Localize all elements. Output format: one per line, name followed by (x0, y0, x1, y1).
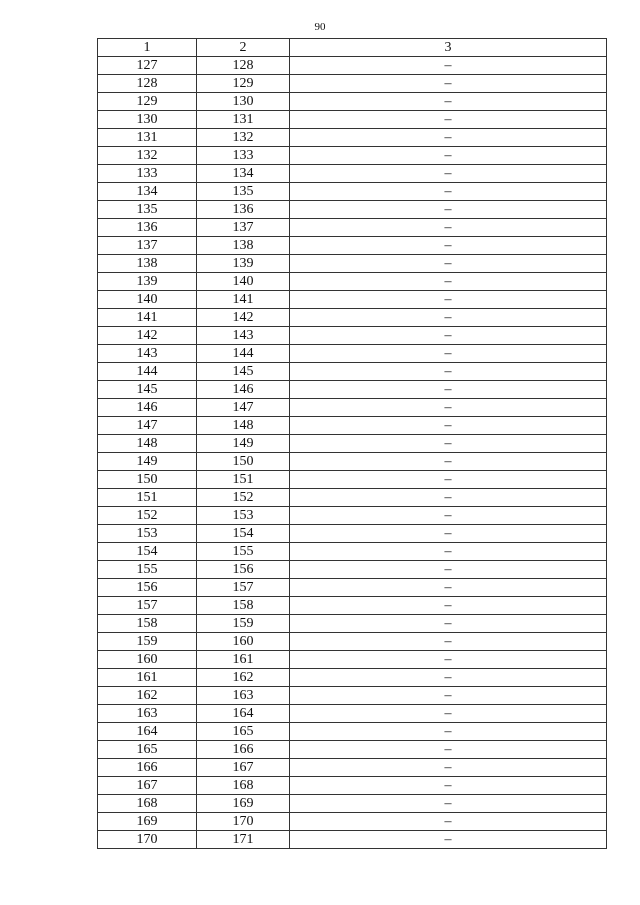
table-cell-col-3: – (290, 237, 607, 255)
table-cell-col-1: 167 (98, 777, 197, 795)
table-cell-col-2: 152 (197, 489, 290, 507)
table-cell-col-2: 154 (197, 525, 290, 543)
page-number: 90 (314, 21, 326, 33)
table-cell-col-1: 160 (98, 651, 197, 669)
table-cell-col-2: 171 (197, 831, 290, 849)
table-cell-col-1: 145 (98, 381, 197, 399)
table-cell-col-1: 127 (98, 57, 197, 75)
table-cell-col-1: 139 (98, 273, 197, 291)
table-row (98, 129, 607, 147)
table-cell-col-1: 169 (98, 813, 197, 831)
table-row (98, 759, 607, 777)
table-cell-col-1: 148 (98, 435, 197, 453)
table-row (98, 381, 607, 399)
table-cell-col-1: 165 (98, 741, 197, 759)
table-row (98, 507, 607, 525)
table-cell-col-2: 168 (197, 777, 290, 795)
table-cell-col-3: – (290, 57, 607, 75)
table-cell-col-3: – (290, 543, 607, 561)
table-cell-col-3: – (290, 561, 607, 579)
table-row (98, 183, 607, 201)
table-cell-col-3: – (290, 93, 607, 111)
table-cell-col-1: 133 (98, 165, 197, 183)
table-cell-col-3: – (290, 165, 607, 183)
table-cell-col-1: 131 (98, 129, 197, 147)
table-cell-col-3: – (290, 705, 607, 723)
table-row (98, 417, 607, 435)
table-cell-col-1: 142 (98, 327, 197, 345)
table-cell-col-2: 158 (197, 597, 290, 615)
table-row (98, 273, 607, 291)
table-row (98, 687, 607, 705)
table-row (98, 489, 607, 507)
table-cell-col-2: 143 (197, 327, 290, 345)
table-row (98, 705, 607, 723)
table-cell-col-3: – (290, 435, 607, 453)
table-cell-col-2: 151 (197, 471, 290, 489)
table-row (98, 363, 607, 381)
table-cell-col-1: 144 (98, 363, 197, 381)
table-cell-col-1: 141 (98, 309, 197, 327)
table-cell-col-3: – (290, 813, 607, 831)
table-cell-col-2: 169 (197, 795, 290, 813)
table-cell-col-2: 140 (197, 273, 290, 291)
table-cell-col-1: 149 (98, 453, 197, 471)
table-cell-col-2: 163 (197, 687, 290, 705)
table-cell-col-1: 162 (98, 687, 197, 705)
table-cell-col-3: – (290, 579, 607, 597)
table-cell-col-1: 128 (98, 75, 197, 93)
table-cell-col-3: – (290, 417, 607, 435)
table-row (98, 831, 607, 849)
table-row (98, 777, 607, 795)
table-row (98, 795, 607, 813)
table-cell-col-2: 146 (197, 381, 290, 399)
table-cell-col-2: 162 (197, 669, 290, 687)
table-cell-col-1: 130 (98, 111, 197, 129)
table-cell-col-1: 132 (98, 147, 197, 165)
table-row (98, 543, 607, 561)
table-cell-col-1: 129 (98, 93, 197, 111)
table-row (98, 399, 607, 417)
table-row (98, 291, 607, 309)
table-cell-col-3: – (290, 651, 607, 669)
table-cell-col-2: 131 (197, 111, 290, 129)
table-cell-col-2: 159 (197, 615, 290, 633)
table-cell-col-1: 136 (98, 219, 197, 237)
table-cell-col-2: 157 (197, 579, 290, 597)
table-row (98, 255, 607, 273)
table-cell-col-3: – (290, 273, 607, 291)
table-row (98, 453, 607, 471)
table-cell-col-3: – (290, 741, 607, 759)
table-cell-col-2: 136 (197, 201, 290, 219)
table-cell-col-3: – (290, 345, 607, 363)
table-cell-col-3: – (290, 183, 607, 201)
table-cell-col-2: 138 (197, 237, 290, 255)
table-row (98, 741, 607, 759)
table-row (98, 309, 607, 327)
table-row (98, 525, 607, 543)
table-cell-col-2: 130 (197, 93, 290, 111)
table-cell-col-1: 168 (98, 795, 197, 813)
table-row (98, 237, 607, 255)
table-row (98, 75, 607, 93)
table-cell-col-3: – (290, 831, 607, 849)
table-cell-col-1: 147 (98, 417, 197, 435)
table-cell-col-1: 164 (98, 723, 197, 741)
table-row (98, 561, 607, 579)
table-cell-col-1: 152 (98, 507, 197, 525)
table-cell-col-3: – (290, 291, 607, 309)
table-cell-col-1: 150 (98, 471, 197, 489)
table-cell-col-2: 160 (197, 633, 290, 651)
table-cell-col-2: 128 (197, 57, 290, 75)
table-cell-col-2: 164 (197, 705, 290, 723)
table-cell-col-2: 170 (197, 813, 290, 831)
table-cell-col-2: 148 (197, 417, 290, 435)
table-cell-col-1: 134 (98, 183, 197, 201)
table-cell-col-3: – (290, 777, 607, 795)
column-header-2: 2 (197, 39, 290, 57)
table-cell-col-2: 141 (197, 291, 290, 309)
data-table (97, 38, 607, 849)
table-cell-col-2: 167 (197, 759, 290, 777)
table-cell-col-1: 135 (98, 201, 197, 219)
table-cell-col-3: – (290, 399, 607, 417)
table-row (98, 633, 607, 651)
table-row (98, 201, 607, 219)
table-cell-col-2: 129 (197, 75, 290, 93)
table-cell-col-3: – (290, 111, 607, 129)
table-cell-col-2: 137 (197, 219, 290, 237)
table-row (98, 57, 607, 75)
table-cell-col-1: 138 (98, 255, 197, 273)
table-cell-col-1: 153 (98, 525, 197, 543)
table-cell-col-1: 156 (98, 579, 197, 597)
table-row (98, 219, 607, 237)
table-cell-col-2: 147 (197, 399, 290, 417)
table-row (98, 345, 607, 363)
table-cell-col-2: 133 (197, 147, 290, 165)
table-row (98, 669, 607, 687)
column-header-3: 3 (290, 39, 607, 57)
table-cell-col-3: – (290, 129, 607, 147)
table-cell-col-3: – (290, 615, 607, 633)
table-cell-col-1: 157 (98, 597, 197, 615)
table-cell-col-3: – (290, 525, 607, 543)
table-cell-col-2: 139 (197, 255, 290, 273)
table-row (98, 471, 607, 489)
table-row (98, 111, 607, 129)
table-cell-col-3: – (290, 687, 607, 705)
table-cell-col-2: 142 (197, 309, 290, 327)
table-cell-col-1: 163 (98, 705, 197, 723)
table-row (98, 651, 607, 669)
table-cell-col-1: 154 (98, 543, 197, 561)
table-cell-col-3: – (290, 309, 607, 327)
table-cell-col-2: 165 (197, 723, 290, 741)
table-cell-col-1: 140 (98, 291, 197, 309)
table-row (98, 165, 607, 183)
table-row (98, 93, 607, 111)
table-cell-col-1: 158 (98, 615, 197, 633)
table-cell-col-2: 161 (197, 651, 290, 669)
table-cell-col-1: 159 (98, 633, 197, 651)
table-cell-col-3: – (290, 471, 607, 489)
table-cell-col-3: – (290, 489, 607, 507)
table-cell-col-3: – (290, 381, 607, 399)
table-header (98, 39, 607, 57)
table-body (98, 57, 607, 849)
table-cell-col-3: – (290, 759, 607, 777)
table-cell-col-3: – (290, 633, 607, 651)
table-cell-col-1: 166 (98, 759, 197, 777)
table-cell-col-1: 161 (98, 669, 197, 687)
table-row (98, 327, 607, 345)
table-row (98, 147, 607, 165)
table-cell-col-2: 144 (197, 345, 290, 363)
header-row (98, 39, 607, 57)
data-table-container (97, 38, 606, 849)
table-cell-col-3: – (290, 255, 607, 273)
table-row (98, 597, 607, 615)
table-cell-col-1: 143 (98, 345, 197, 363)
table-cell-col-1: 137 (98, 237, 197, 255)
table-cell-col-2: 156 (197, 561, 290, 579)
table-cell-col-3: – (290, 453, 607, 471)
table-cell-col-3: – (290, 147, 607, 165)
table-cell-col-2: 149 (197, 435, 290, 453)
table-cell-col-3: – (290, 795, 607, 813)
table-row (98, 615, 607, 633)
table-cell-col-2: 145 (197, 363, 290, 381)
table-cell-col-1: 151 (98, 489, 197, 507)
table-cell-col-3: – (290, 507, 607, 525)
table-cell-col-3: – (290, 723, 607, 741)
table-cell-col-3: – (290, 363, 607, 381)
table-cell-col-3: – (290, 327, 607, 345)
table-cell-col-3: – (290, 597, 607, 615)
table-row (98, 579, 607, 597)
table-cell-col-2: 132 (197, 129, 290, 147)
table-cell-col-2: 150 (197, 453, 290, 471)
table-cell-col-3: – (290, 201, 607, 219)
table-cell-col-2: 155 (197, 543, 290, 561)
column-header-1: 1 (98, 39, 197, 57)
table-cell-col-3: – (290, 75, 607, 93)
table-cell-col-2: 153 (197, 507, 290, 525)
table-row (98, 435, 607, 453)
table-cell-col-3: – (290, 669, 607, 687)
table-row (98, 723, 607, 741)
table-cell-col-1: 170 (98, 831, 197, 849)
table-cell-col-1: 146 (98, 399, 197, 417)
table-cell-col-2: 166 (197, 741, 290, 759)
table-cell-col-2: 134 (197, 165, 290, 183)
table-row (98, 813, 607, 831)
table-cell-col-3: – (290, 219, 607, 237)
table-cell-col-1: 155 (98, 561, 197, 579)
table-cell-col-2: 135 (197, 183, 290, 201)
